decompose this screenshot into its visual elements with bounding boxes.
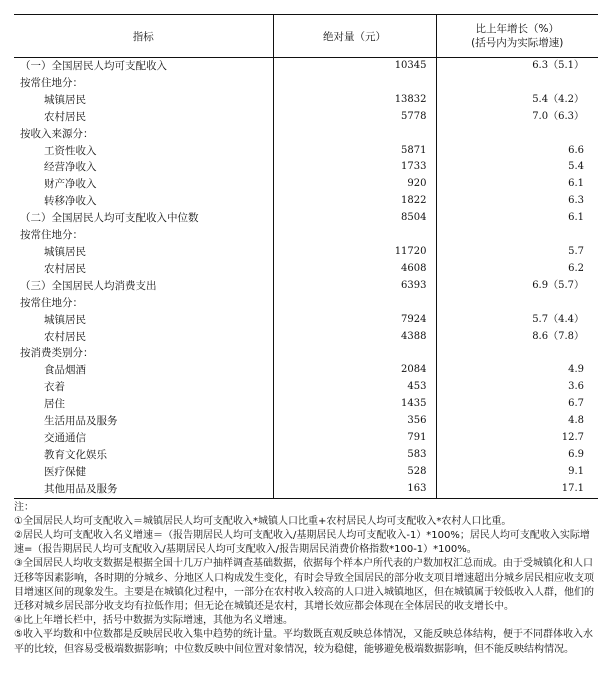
table-row — [14, 193, 598, 210]
table-row — [14, 362, 598, 379]
table-row — [14, 447, 598, 464]
row-growth-rate: 6.7 — [436, 396, 598, 413]
table-row — [14, 126, 598, 143]
row-value: 5871 — [273, 143, 436, 160]
row-value: 11720 — [273, 244, 436, 261]
row-growth-rate — [436, 345, 598, 362]
row-growth-rate: 5.4（4.2） — [436, 92, 598, 109]
row-growth-rate — [436, 295, 598, 312]
row-value: 453 — [273, 379, 436, 396]
note-item: ②居民人均可支配收入名义增速＝（报告期居民人均可支配收入/基期居民人均可支配收入-1）*100%；居民人均可支配收入实际增速=（报告期居民人均可支配收入/基期居民人均可支配收入/报告期居民消费价格指数*100-1）*100%。 — [14, 529, 590, 556]
row-growth-rate: 9.1 — [436, 464, 598, 481]
table-row — [14, 75, 598, 92]
note-item: ⑤收入平均数和中位数都是反映居民收入集中趋势的统计量。平均数既直观反映总体情况，又能反映总体结构，便于不同群体收入水平的比较，但容易受极端数据影响；中位数反映中间位置对象情况，较为稳健，能够避免极端数据影响，但不能反映结构情况。 — [14, 629, 593, 655]
row-growth-rate: 12.7 — [436, 430, 598, 447]
row-value: 10345 — [273, 58, 436, 75]
row-label: （二）全国居民人均可支配收入中位数 — [20, 212, 199, 225]
row-growth-rate — [436, 75, 598, 92]
row-label: 财产净收入 — [44, 178, 97, 191]
row-label: 城镇居民 — [44, 245, 86, 258]
header-absolute: 绝对量（元） — [273, 15, 436, 58]
row-growth-rate — [436, 126, 598, 143]
row-label: 教育文化娱乐 — [44, 448, 107, 461]
table-row — [14, 109, 598, 126]
row-growth-rate: 5.7（4.4） — [436, 312, 598, 329]
row-value: 1822 — [273, 193, 436, 210]
row-value — [273, 75, 436, 92]
row-growth-rate: 5.4 — [436, 159, 598, 176]
income-expenditure-table — [14, 14, 598, 499]
table-row — [14, 261, 598, 278]
table-row — [14, 210, 598, 227]
row-value: 528 — [273, 464, 436, 481]
row-value: 356 — [273, 413, 436, 430]
header-rate — [436, 15, 598, 58]
table-row — [14, 345, 598, 362]
notes-title: 注： — [14, 501, 34, 513]
row-label: 经营净收入 — [44, 161, 97, 174]
table-header — [14, 15, 598, 58]
row-label: 农村居民 — [44, 330, 86, 343]
row-value: 13832 — [273, 92, 436, 109]
row-value: 7924 — [273, 312, 436, 329]
header-indicator: 指标 — [14, 15, 273, 58]
row-label: 医疗保健 — [44, 465, 86, 478]
row-label: 农村居民 — [44, 110, 86, 123]
row-value — [273, 126, 436, 143]
row-growth-rate: 4.9 — [436, 362, 598, 379]
table-row — [14, 227, 598, 244]
row-growth-rate: 6.1 — [436, 210, 598, 227]
row-label: 按常住地分： — [20, 76, 83, 89]
row-growth-rate: 6.3 — [436, 193, 598, 210]
row-label: 衣着 — [44, 381, 65, 394]
header-rate-line2: (括号内为实际增速) — [471, 37, 564, 49]
row-label: 居住 — [44, 398, 65, 411]
row-value: 1733 — [273, 159, 436, 176]
table-row — [14, 295, 598, 312]
row-growth-rate: 8.6（7.8） — [436, 329, 598, 346]
row-value: 2084 — [273, 362, 436, 379]
row-label: （三）全国居民人均消费支出 — [20, 279, 157, 292]
row-value: 5778 — [273, 109, 436, 126]
row-label: 城镇居民 — [44, 313, 86, 326]
table-row — [14, 278, 598, 295]
row-value: 583 — [273, 447, 436, 464]
row-value: 8504 — [273, 210, 436, 227]
row-value: 6393 — [273, 278, 436, 295]
row-label: 按消费类别分： — [20, 347, 94, 360]
table-row — [14, 312, 598, 329]
row-value: 791 — [273, 430, 436, 447]
table-row — [14, 143, 598, 160]
row-value: 1435 — [273, 396, 436, 413]
row-value: 4388 — [273, 329, 436, 346]
notes-section — [14, 501, 598, 657]
row-value — [273, 295, 436, 312]
row-label: 食品烟酒 — [44, 364, 86, 377]
table-row — [14, 58, 598, 75]
row-label: 按常住地分： — [20, 296, 83, 309]
row-value: 163 — [273, 481, 436, 498]
row-label: 交通通信 — [44, 431, 86, 444]
table-row — [14, 329, 598, 346]
row-label: 按常住地分： — [20, 229, 83, 242]
note-item: ①全国居民人均可支配收入＝城镇居民人均可支配收入*城镇人口比重+农村居民人均可支配收入*农村人口比重。 — [14, 515, 512, 527]
table-row — [14, 92, 598, 109]
table-row — [14, 481, 598, 498]
table-row — [14, 379, 598, 396]
row-growth-rate: 6.3（5.1） — [436, 58, 598, 75]
table-body — [14, 58, 598, 499]
row-label: 转移净收入 — [44, 195, 97, 208]
row-growth-rate: 4.8 — [436, 413, 598, 430]
row-growth-rate: 6.9 — [436, 447, 598, 464]
row-label: 按收入来源分： — [20, 127, 94, 140]
row-label: 工资性收入 — [44, 144, 97, 157]
table-row — [14, 430, 598, 447]
row-growth-rate: 6.9（5.7） — [436, 278, 598, 295]
row-growth-rate — [436, 227, 598, 244]
table-row — [14, 413, 598, 430]
header-rate-line1: 比上年增长（%） — [475, 23, 559, 35]
row-label: 其他用品及服务 — [14, 481, 273, 498]
row-value — [273, 227, 436, 244]
row-growth-rate: 17.1 — [436, 481, 598, 498]
table-row — [14, 464, 598, 481]
row-growth-rate: 3.6 — [436, 379, 598, 396]
row-growth-rate: 5.7 — [436, 244, 598, 261]
table-row — [14, 159, 598, 176]
table-row — [14, 396, 598, 413]
row-growth-rate: 6.1 — [436, 176, 598, 193]
row-growth-rate: 7.0（6.3） — [436, 109, 598, 126]
table-row — [14, 244, 598, 261]
row-label: 城镇居民 — [44, 93, 86, 106]
row-label: 生活用品及服务 — [44, 415, 118, 428]
row-value: 4608 — [273, 261, 436, 278]
row-value — [273, 345, 436, 362]
table-row — [14, 176, 598, 193]
row-label: （一）全国居民人均可支配收入 — [20, 60, 167, 72]
note-item: ③全国居民人均收支数据是根据全国十几万户抽样调查基础数据，依据每个样本户所代表的户数加权汇总而成。由于受城镇化和人口迁移等因素影响，各时期的分城乡、分地区人口构成发生变化，有时会导致全国居民的部分收支项目增速超出分城乡居民相应收支项目增速区间的现象发生。主要是在城镇化过程中，一部分在农村收入较高的人口进入城镇地区，但在城镇属于较低收入人群，他们的迁移对城乡居民部分收支均有拉低作用；但无论在城镇还是农村，其增长效应都会体现在全体居民的收支增长中。 — [14, 558, 594, 612]
row-growth-rate: 6.6 — [436, 143, 598, 160]
note-item: ④比上年增长栏中，括号中数据为实际增速，其他为名义增速。 — [14, 615, 293, 627]
statistics-document — [14, 14, 598, 657]
row-label: 农村居民 — [44, 262, 86, 275]
row-growth-rate: 6.2 — [436, 261, 598, 278]
row-value: 920 — [273, 176, 436, 193]
